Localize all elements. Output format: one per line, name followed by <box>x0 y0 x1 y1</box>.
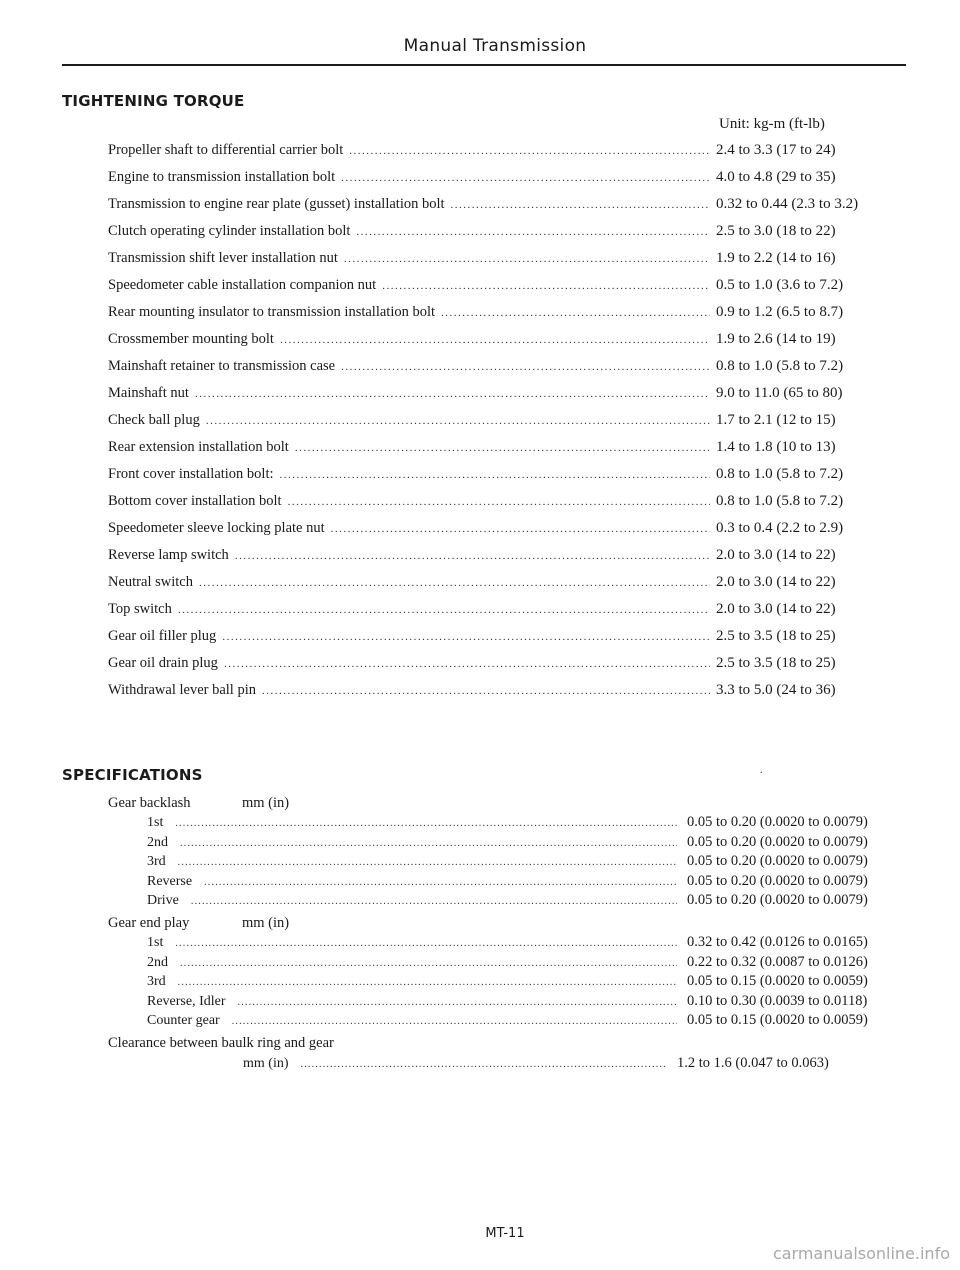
row-value: 0.9 to 1.2 (6.5 to 8.7) <box>716 304 844 320</box>
specifications-heading: SPECIFICATIONS <box>62 766 203 784</box>
torque-row <box>108 142 898 169</box>
row-label: Propeller shaft to differential carrier bolt <box>108 142 344 158</box>
row-label: Reverse, Idler <box>147 993 226 1009</box>
backlash-row <box>147 892 897 912</box>
row-value: 0.32 to 0.44 (2.3 to 3.2) <box>716 196 859 212</box>
row-label: Rear extension installation bolt <box>108 439 289 455</box>
dot-leader <box>175 818 677 829</box>
dot-leader <box>344 253 710 265</box>
row-value: 1.9 to 2.2 (14 to 16) <box>716 250 836 266</box>
row-label: Transmission to engine rear plate (gusset) installation bolt <box>108 196 445 212</box>
row-value: 0.05 to 0.20 (0.0020 to 0.0079) <box>687 814 868 830</box>
header-divider <box>62 64 906 66</box>
dot-leader <box>191 896 677 907</box>
row-value: 0.8 to 1.0 (5.8 to 7.2) <box>716 466 844 482</box>
dot-leader <box>204 877 677 888</box>
row-label: Rear mounting insulator to transmission installation bolt <box>108 304 436 320</box>
row-label: Reverse lamp switch <box>108 547 229 563</box>
baulk-ring-heading: Clearance between baulk ring and gear <box>108 1035 334 1051</box>
watermark: carmanualsonline.info <box>772 1244 950 1263</box>
row-label: Bottom cover installation bolt <box>108 493 282 509</box>
dot-leader <box>280 469 710 481</box>
end-play-row <box>147 1012 897 1032</box>
dot-leader <box>341 361 710 373</box>
stray-mark: . <box>760 765 763 776</box>
backlash-row <box>147 814 897 834</box>
torque-row <box>108 385 898 412</box>
dot-leader <box>441 307 710 319</box>
torque-row <box>108 601 898 628</box>
gear-end-play-table <box>147 934 897 1032</box>
row-value: 0.05 to 0.20 (0.0020 to 0.0079) <box>687 853 868 869</box>
gear-backlash-unit: mm (in) <box>242 795 290 811</box>
row-value: 0.32 to 0.42 (0.0126 to 0.0165) <box>687 934 868 950</box>
row-label: Crossmember mounting bolt <box>108 331 274 347</box>
row-label: 2nd <box>147 954 168 970</box>
gear-backlash-table <box>147 814 897 912</box>
torque-row <box>108 655 898 682</box>
backlash-row <box>147 873 897 893</box>
row-value: 0.05 to 0.20 (0.0020 to 0.0079) <box>687 872 868 889</box>
dot-leader <box>288 496 710 508</box>
dot-leader <box>331 523 710 535</box>
gear-end-play-unit: mm (in) <box>242 915 290 931</box>
torque-row <box>108 277 898 304</box>
row-label: Speedometer cable installation companion nut <box>108 277 377 293</box>
row-value: 2.4 to 3.3 (17 to 24) <box>716 142 836 158</box>
dot-leader <box>222 631 710 643</box>
baulk-ring-table <box>243 1055 897 1075</box>
row-value: 9.0 to 11.0 (65 to 80) <box>716 385 843 401</box>
dot-leader <box>349 145 710 157</box>
page-number: MT-11 <box>485 1226 525 1241</box>
row-value: 0.05 to 0.20 (0.0020 to 0.0079) <box>687 892 868 908</box>
row-value: 2.0 to 3.0 (14 to 22) <box>716 601 836 617</box>
row-label: 2nd <box>147 834 168 850</box>
row-value: 4.0 to 4.8 (29 to 35) <box>716 169 836 185</box>
dot-leader <box>238 997 677 1008</box>
row-label: Engine to transmission installation bolt <box>108 169 336 185</box>
torque-row <box>108 250 898 277</box>
row-label: Drive <box>147 893 179 908</box>
end-play-row <box>147 973 897 993</box>
torque-row <box>108 358 898 385</box>
torque-row <box>108 547 898 574</box>
gear-end-play-heading <box>108 915 290 932</box>
gear-backlash-label: Gear backlash <box>108 795 191 811</box>
row-label: Gear oil drain plug <box>108 655 218 671</box>
tightening-torque-heading: TIGHTENING TORQUE <box>62 92 245 110</box>
row-label: Clutch operating cylinder installation bolt <box>108 223 351 239</box>
row-label: Withdrawal lever ball pin <box>108 682 256 698</box>
row-label: Reverse <box>147 873 193 889</box>
dot-leader <box>175 938 677 949</box>
dot-leader <box>178 604 710 616</box>
backlash-row <box>147 853 897 873</box>
row-value: 0.8 to 1.0 (5.8 to 7.2) <box>716 493 844 509</box>
row-value: 2.0 to 3.0 (14 to 22) <box>716 574 836 590</box>
dot-leader <box>356 226 710 238</box>
row-value: 3.3 to 5.0 (24 to 36) <box>716 682 836 698</box>
row-label: Mainshaft retainer to transmission case <box>108 358 336 374</box>
dot-leader <box>195 388 710 400</box>
torque-table <box>108 142 898 709</box>
end-play-row <box>147 934 897 954</box>
dot-leader <box>178 857 677 868</box>
dot-leader <box>341 172 710 184</box>
torque-row <box>108 331 898 358</box>
end-play-row <box>147 954 897 974</box>
row-value: 0.05 to 0.15 (0.0020 to 0.0059) <box>687 973 868 989</box>
row-label: Transmission shift lever installation nut <box>108 250 338 266</box>
backlash-row <box>147 834 897 854</box>
dot-leader <box>199 577 710 589</box>
row-label: Gear oil filler plug <box>108 628 217 644</box>
end-play-row <box>147 993 897 1013</box>
torque-row <box>108 520 898 547</box>
row-label: Counter gear <box>147 1013 220 1028</box>
torque-row <box>108 304 898 331</box>
dot-leader <box>232 1016 677 1027</box>
row-value: 2.0 to 3.0 (14 to 22) <box>716 547 836 563</box>
row-label: Mainshaft nut <box>108 385 189 401</box>
row-value: 0.10 to 0.30 (0.0039 to 0.0118) <box>687 992 868 1009</box>
baulk-ring-row <box>243 1055 897 1075</box>
row-label: 1st <box>147 815 164 830</box>
baulk-ring-value: 1.2 to 1.6 (0.047 to 0.063) <box>677 1055 829 1071</box>
torque-row <box>108 466 898 493</box>
row-value: 0.22 to 0.32 (0.0087 to 0.0126) <box>687 953 868 970</box>
baulk-ring-unit: mm (in) <box>243 1056 289 1071</box>
dot-leader <box>178 977 677 988</box>
dot-leader <box>280 334 710 346</box>
row-value: 0.05 to 0.20 (0.0020 to 0.0079) <box>687 833 868 850</box>
row-label: Check ball plug <box>108 412 200 428</box>
dot-leader <box>224 658 710 670</box>
row-label: 3rd <box>147 854 166 869</box>
dot-leader <box>382 280 710 292</box>
gear-backlash-heading <box>108 795 290 812</box>
row-value: 0.5 to 1.0 (3.6 to 7.2) <box>716 277 844 293</box>
row-value: 1.9 to 2.6 (14 to 19) <box>716 331 836 347</box>
row-label: Top switch <box>108 601 172 617</box>
dot-leader <box>451 199 710 211</box>
row-label: Front cover installation bolt: <box>108 466 274 482</box>
page-header-title: Manual Transmission <box>403 36 587 56</box>
dot-leader <box>301 1059 668 1070</box>
row-value: 2.5 to 3.0 (18 to 22) <box>716 223 836 239</box>
torque-row <box>108 439 898 466</box>
dot-leader <box>180 958 677 969</box>
dot-leader <box>235 550 710 562</box>
dot-leader <box>206 415 710 427</box>
torque-unit-note: Unit: kg-m (ft-lb) <box>719 116 825 132</box>
row-value: 1.4 to 1.8 (10 to 13) <box>716 439 836 455</box>
torque-row <box>108 412 898 439</box>
torque-row <box>108 169 898 196</box>
dot-leader <box>295 442 710 454</box>
gear-end-play-label: Gear end play <box>108 915 190 931</box>
row-value: 0.8 to 1.0 (5.8 to 7.2) <box>716 358 844 374</box>
row-label: 3rd <box>147 974 166 989</box>
row-label: 1st <box>147 935 164 950</box>
row-value: 2.5 to 3.5 (18 to 25) <box>716 628 836 644</box>
row-value: 0.05 to 0.15 (0.0020 to 0.0059) <box>687 1012 868 1028</box>
row-value: 0.3 to 0.4 (2.2 to 2.9) <box>716 520 844 536</box>
dot-leader <box>180 838 677 849</box>
row-label: Speedometer sleeve locking plate nut <box>108 520 325 536</box>
torque-row <box>108 196 898 223</box>
torque-row <box>108 628 898 655</box>
torque-row <box>108 223 898 250</box>
torque-row <box>108 574 898 601</box>
torque-row <box>108 493 898 520</box>
row-label: Neutral switch <box>108 574 193 590</box>
row-value: 2.5 to 3.5 (18 to 25) <box>716 655 836 671</box>
dot-leader <box>262 685 710 697</box>
row-value: 1.7 to 2.1 (12 to 15) <box>716 412 836 428</box>
torque-row <box>108 682 898 709</box>
